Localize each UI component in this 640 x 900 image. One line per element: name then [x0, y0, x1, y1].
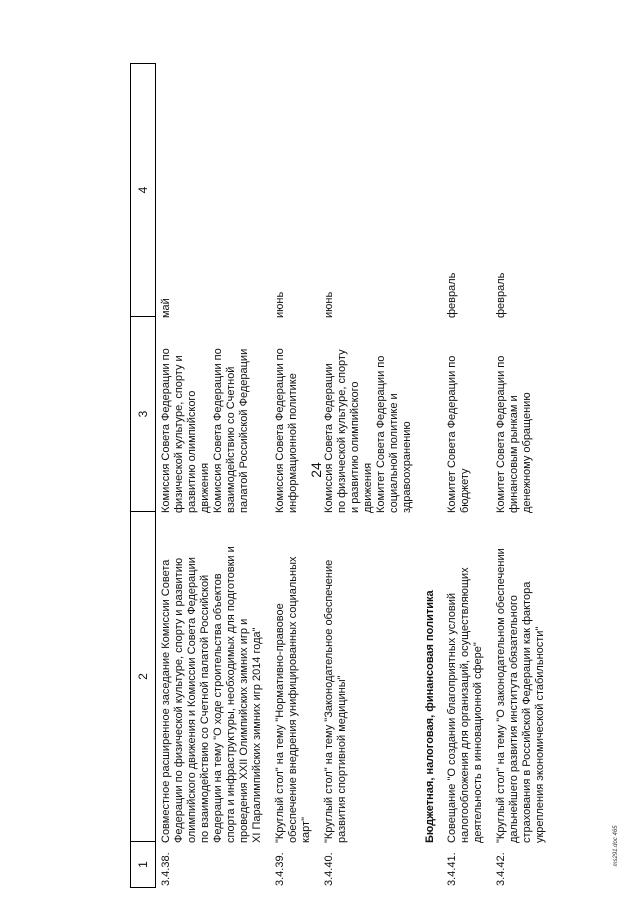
row-number: 3.4.42.: [495, 852, 507, 886]
header-col-3: 3: [131, 317, 155, 512]
responsible-text: Комиссия Совета Федерации по физической культуре, спорту и развитию олимпийского движения Комитет Совета Федерации по социальной политике и здравоохранению: [323, 349, 413, 513]
responsible-text: Комиссия Совета Федерации по физической культуре, спорту и развитию олимпийского движения Комиссия Совета Федерации по взаимодействию со Счетной палатой Российской Федерации: [160, 348, 250, 513]
date-text: май: [160, 298, 172, 318]
row-number: 3.4.39.: [274, 852, 286, 886]
event-text: "Круглый стол" на тему "Нормативно-правовое обеспечение внедрения унифицированных социальных карт": [274, 556, 312, 843]
table-body: [160, 63, 557, 888]
row-number: 3.4.40.: [323, 852, 335, 886]
responsible-text: Комитет Совета Федерации по финансовым рынкам и денежному обращению: [495, 355, 533, 513]
event-text: Совместное расширенное заседание Комиссии Совета Федерации по физической культуре, спорту и развитию олимпийского движения и Комиссии Совета Федерации по взаимодействию со Счетной палатой Российской Федерации на тему "О ходе строительства объектов спорта и инфраструктуры, необходимых для подготовки и проведения XXII Олимпийских зимних игр и XI Паралимпийских зимних игр 2014 года": [160, 546, 263, 843]
table-row: [274, 63, 313, 888]
table-row: [323, 63, 414, 888]
responsible-text: Комиссия Совета Федерации по информационной политике: [274, 348, 299, 513]
event-text: "Круглый стол" на тему "Законодательное обеспечение развития спортивной медицины": [323, 559, 348, 843]
date-text: июнь: [323, 291, 335, 318]
section-title: Бюджетная, налоговая, финансовая политика: [424, 590, 436, 843]
page-number: 24: [308, 462, 324, 478]
header-col-4: 4: [131, 64, 155, 317]
header-col-2: 2: [131, 512, 155, 842]
table-row: [446, 63, 485, 888]
responsible-text: Комитет Совета Федерации по бюджету: [446, 355, 471, 513]
table-header: [130, 63, 156, 888]
date-text: июнь: [274, 291, 286, 318]
table-row: [495, 63, 547, 888]
row-number: 3.4.41.: [446, 852, 458, 886]
table-row: [160, 63, 264, 888]
event-text: "Круглый стол" на тему "О законодательном обеспечении дальнейшего развития института обязательного страхования в Российской Федерации как фактора укрепления экономической стабильности": [495, 548, 546, 843]
document-table: [130, 63, 615, 888]
event-text: Совещание "О создании благоприятных условий налогообложения для организаций, осуществляющих деятельность в инновационной сфере": [446, 567, 484, 843]
date-text: февраль: [495, 272, 507, 318]
header-col-1: 1: [136, 861, 150, 868]
date-text: февраль: [446, 272, 458, 318]
row-number: 3.4.38.: [160, 852, 172, 886]
footer-file-code: ms291.doc 465: [613, 825, 619, 867]
